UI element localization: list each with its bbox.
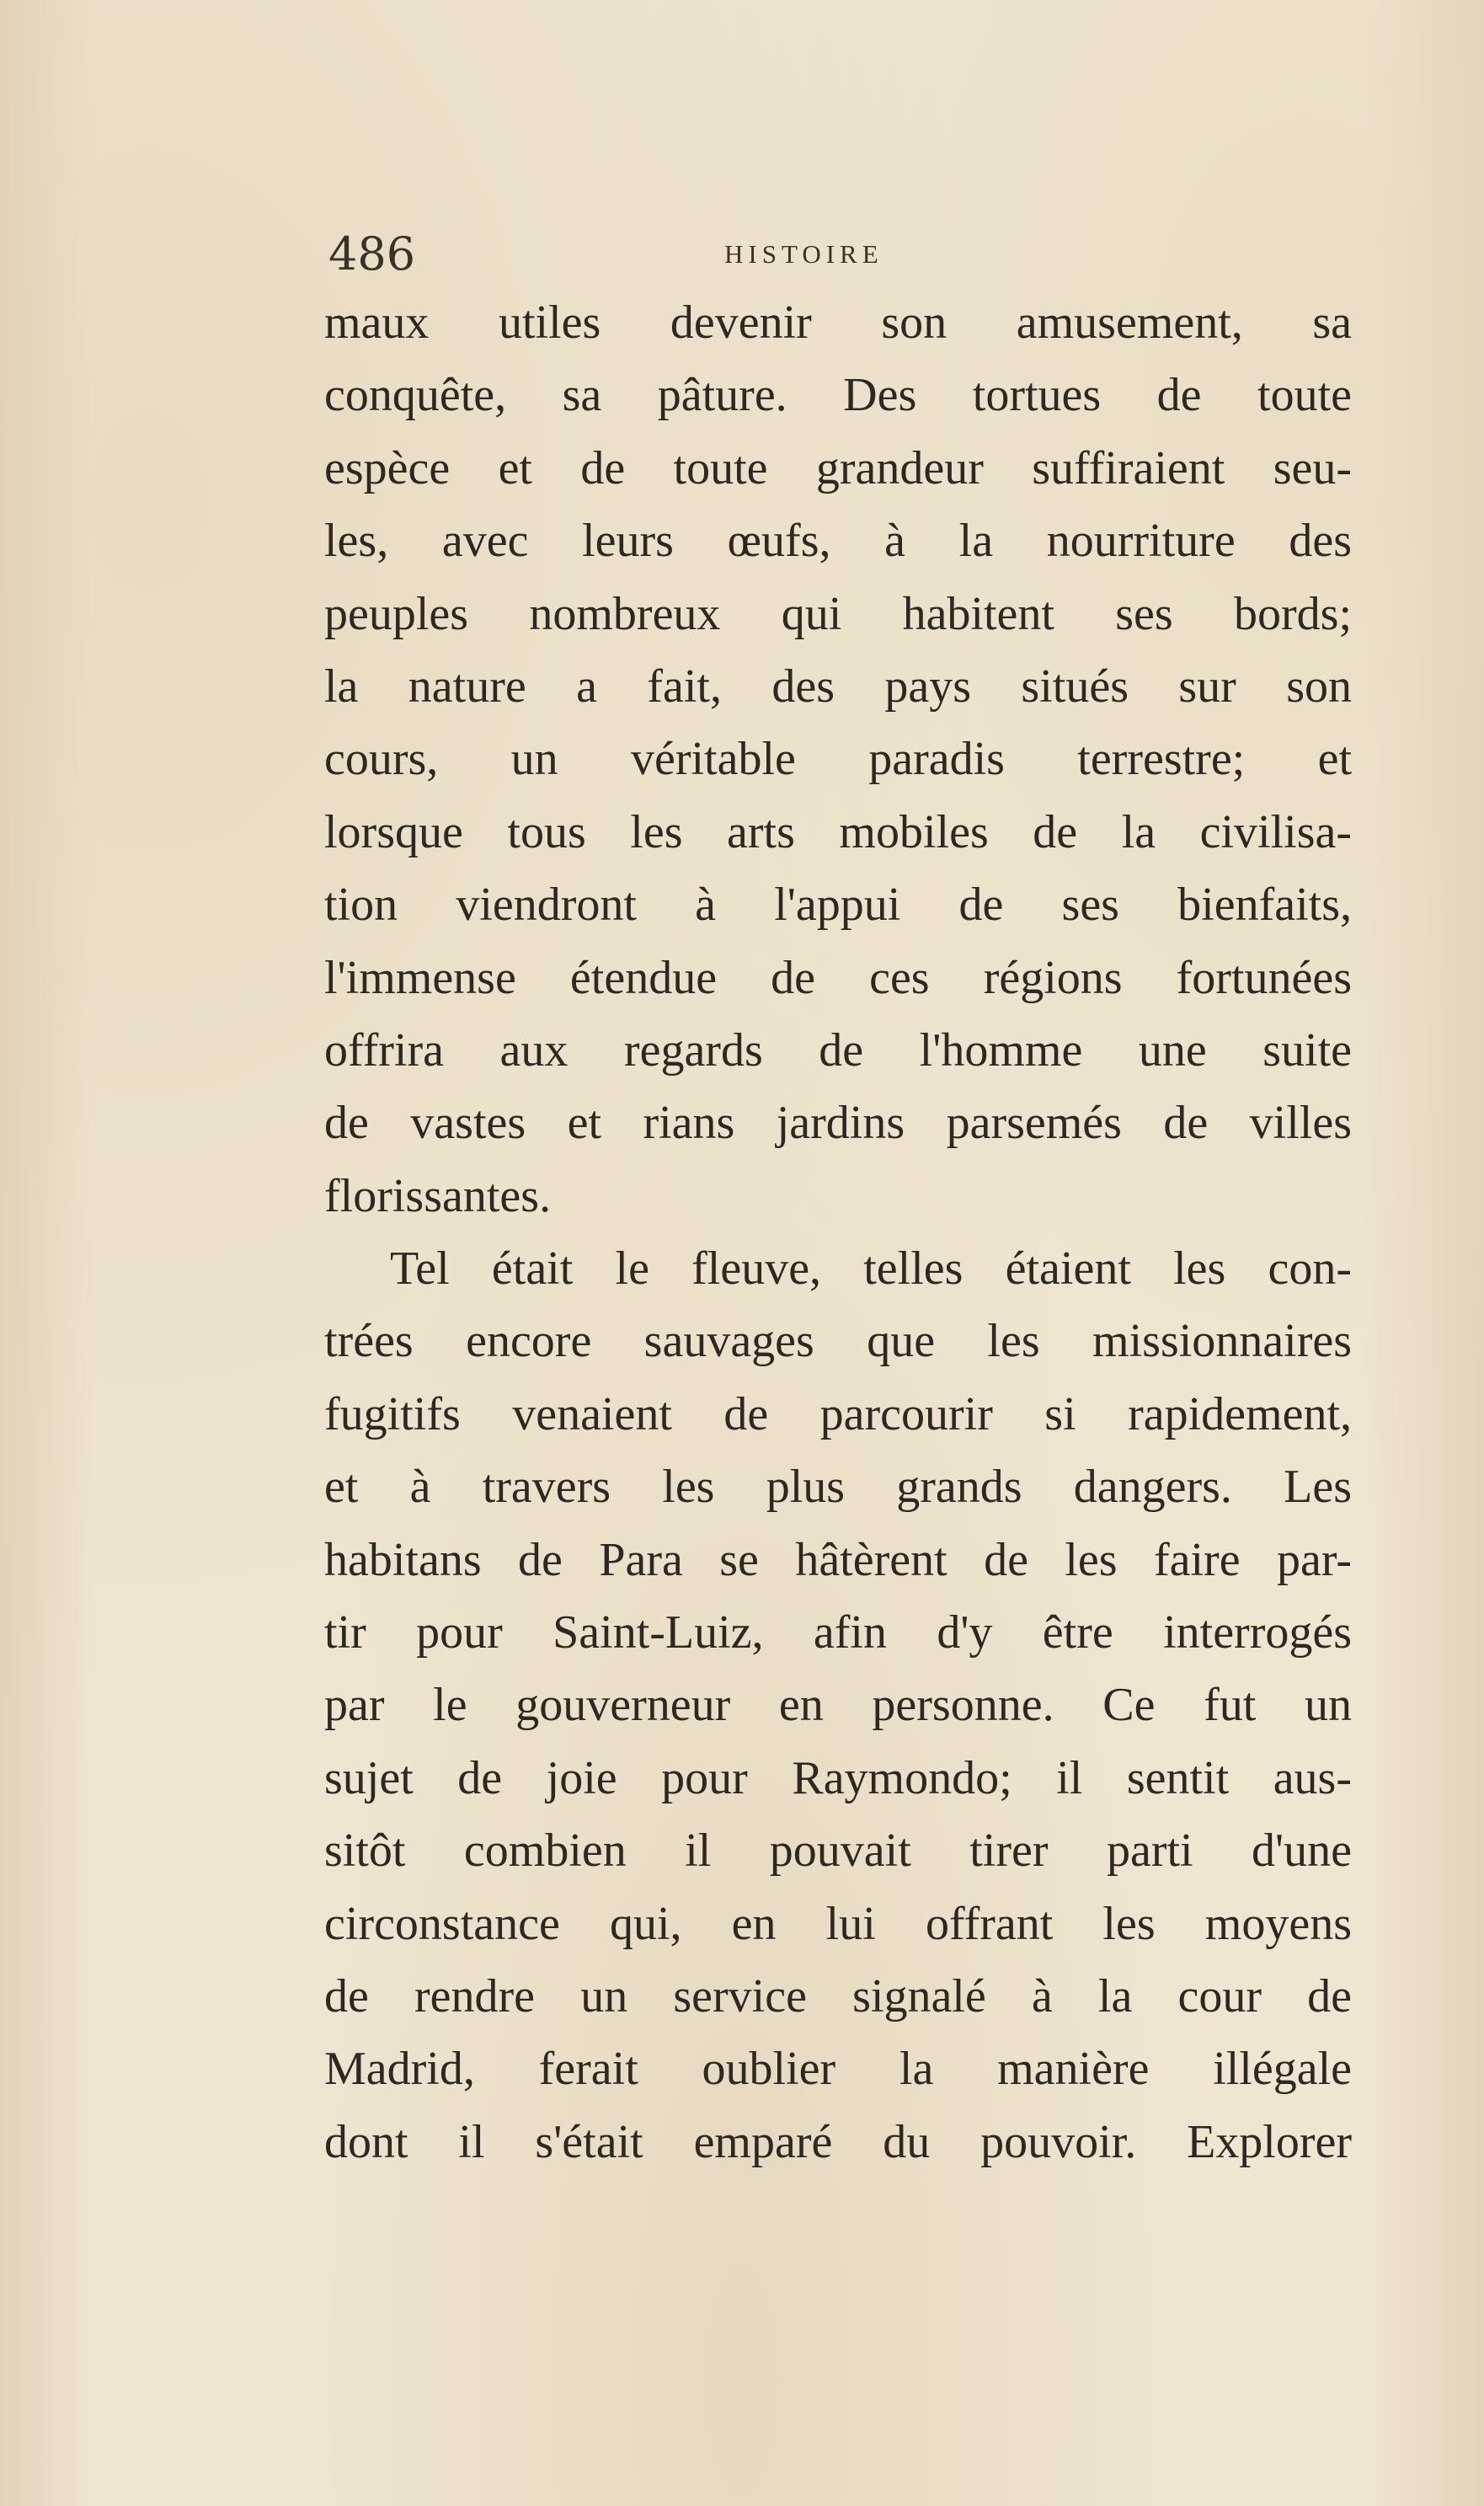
text-line: par le gouverneur en personne. Ce fut un [324,1679,1352,1732]
page-number: 486 [328,227,416,281]
text-line: offrira aux regards de l'homme une suite [324,1023,1352,1077]
running-title: HISTOIRE [724,239,883,269]
text-line: habitans de Para se hâtèrent de les faire par- [324,1533,1352,1586]
text-line: l'immense étendue de ces régions fortunées [324,951,1352,1004]
text-line: les, avec leurs œufs, à la nourriture des [324,515,1352,568]
text-line: de rendre un service signalé à la cour de [324,1969,1352,2022]
text-line: et à travers les plus grands dangers. Les [324,1461,1352,1514]
text-line: maux utiles devenir son amusement, sa [324,297,1352,349]
text-line: fugitifs venaient de parcourir si rapidement, [324,1387,1352,1440]
text-line: circonstance qui, en lui offrant les moyens [324,1897,1352,1950]
text-line: cours, un véritable paradis terrestre; et [324,733,1352,786]
text-line: trées encore sauvages que les missionnaires [324,1315,1352,1368]
text-line: la nature a fait, des pays situés sur son [324,660,1352,713]
text-line: tir pour Saint-Luiz, afin d'y être interrogés [324,1606,1352,1659]
text-line: Madrid, ferait oublier la manière illégale [324,2043,1352,2096]
text-line: peuples nombreux qui habitent ses bords; [324,587,1352,640]
text-line: dont il s'était emparé du pouvoir. Explorer [324,2115,1352,2168]
page-header [328,221,1352,288]
body-text [324,286,1352,2178]
paragraph-start-line: Tel était le fleuve, telles étaient les con- [390,1242,1352,1296]
text-line: lorsque tous les arts mobiles de la civilisa- [324,805,1352,858]
text-line: sujet de joie pour Raymondo; il sentit aus- [324,1751,1352,1804]
text-line: de vastes et rians jardins parsemés de villes [324,1097,1352,1150]
paragraph-end-line: florissantes. [324,1169,552,1222]
text-line: conquête, sa pâture. Des tortues de toute [324,369,1352,422]
text-line: espèce et de toute grandeur suffiraient seu- [324,441,1352,494]
text-line: tion viendront à l'appui de ses bienfaits, [324,879,1352,932]
text-line: sitôt combien il pouvait tirer parti d'une [324,1825,1352,1878]
